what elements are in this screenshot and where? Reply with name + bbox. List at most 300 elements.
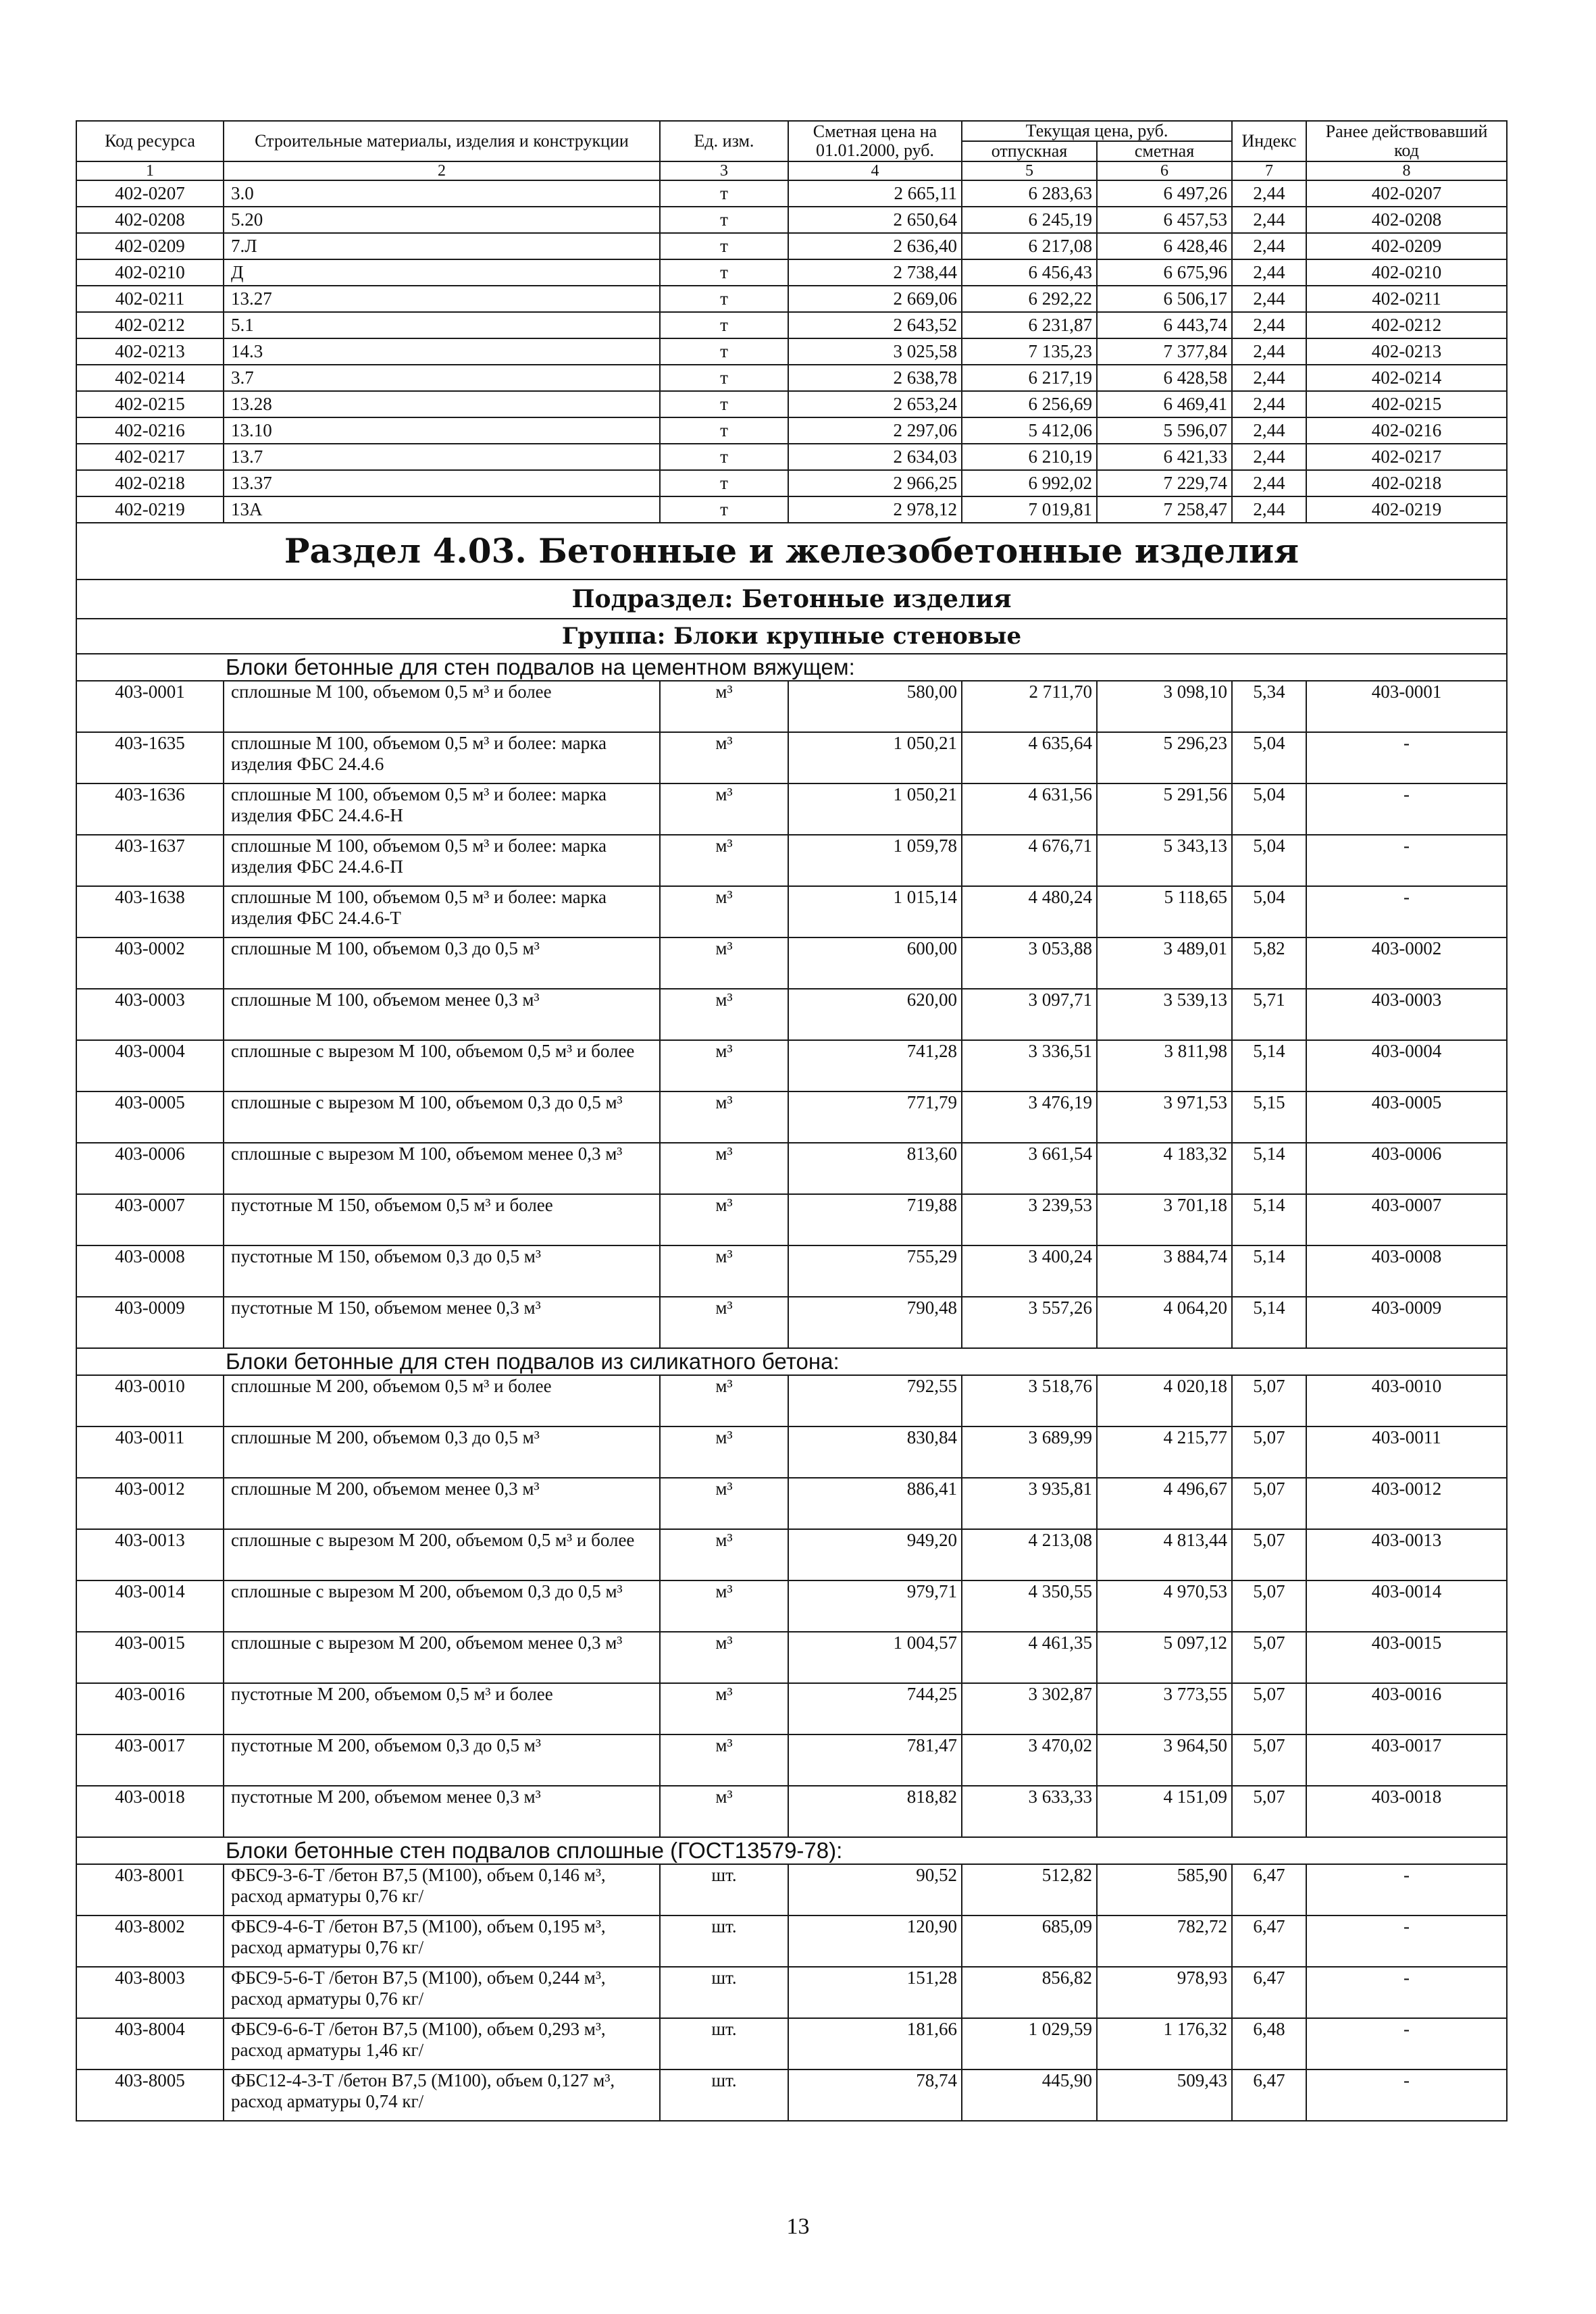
estimate-price: 6 428,46 (1097, 233, 1232, 259)
header-unit: Ед. изм. (660, 121, 788, 161)
unit: м³ (660, 937, 788, 989)
unit: т (660, 312, 788, 338)
category-title-row (76, 1837, 1507, 1864)
column-numbers (76, 161, 1507, 180)
previous-code: 403-0016 (1306, 1683, 1507, 1734)
material-name: сплошные М 100, объемом 0,5 м³ и более: марка изделия ФБС 24.4.6-Н (224, 783, 660, 835)
estimate-price: 5 118,65 (1097, 886, 1232, 937)
subsection-title: Подраздел: Бетонные изделия (76, 580, 1507, 619)
price-index: 5,07 (1232, 1632, 1306, 1683)
estimate-price: 6 506,17 (1097, 286, 1232, 312)
estimate-price: 3 773,55 (1097, 1683, 1232, 1734)
previous-code: - (1306, 886, 1507, 937)
base-price: 580,00 (788, 681, 962, 732)
estimate-price: 585,90 (1097, 1864, 1232, 1916)
base-price: 949,20 (788, 1529, 962, 1580)
material-name: пустотные М 200, объемом 0,3 до 0,5 м³ (224, 1734, 660, 1786)
table-row (76, 1683, 1507, 1734)
table-row (76, 417, 1507, 444)
material-name: 13.10 (224, 417, 660, 444)
resource-code: 403-8001 (76, 1864, 224, 1916)
wholesale-price: 5 412,06 (962, 417, 1097, 444)
price-index: 5,07 (1232, 1683, 1306, 1734)
estimate-price: 3 098,10 (1097, 681, 1232, 732)
table-row (76, 1529, 1507, 1580)
resource-code: 402-0212 (76, 312, 224, 338)
resource-code: 403-8005 (76, 2069, 224, 2121)
category-title: Блоки бетонные для стен подвалов на цементном вяжущем: (76, 654, 1507, 681)
resource-code: 403-8003 (76, 1967, 224, 2018)
base-price: 2 738,44 (788, 259, 962, 286)
column-number: 2 (224, 161, 660, 180)
wholesale-price: 6 292,22 (962, 286, 1097, 312)
previous-code: 402-0219 (1306, 496, 1507, 523)
wholesale-price: 6 210,19 (962, 444, 1097, 470)
material-name: сплошные с вырезом М 100, объемом 0,5 м³ и более (224, 1040, 660, 1091)
wholesale-price: 4 480,24 (962, 886, 1097, 937)
price-index: 2,44 (1232, 391, 1306, 417)
unit: т (660, 470, 788, 496)
section-title-row (76, 523, 1507, 580)
price-index: 2,44 (1232, 286, 1306, 312)
wholesale-price: 6 231,87 (962, 312, 1097, 338)
wholesale-price: 3 557,26 (962, 1297, 1097, 1348)
previous-code: 402-0214 (1306, 365, 1507, 391)
material-name: 5.20 (224, 207, 660, 233)
previous-code: 403-0015 (1306, 1632, 1507, 1683)
previous-code: 403-0003 (1306, 989, 1507, 1040)
resource-code: 403-0001 (76, 681, 224, 732)
previous-code: 403-0005 (1306, 1091, 1507, 1143)
material-name: сплошные с вырезом М 200, объемом 0,5 м³ и более (224, 1529, 660, 1580)
resource-code: 403-0012 (76, 1478, 224, 1529)
column-number: 7 (1232, 161, 1306, 180)
table-row (76, 1632, 1507, 1683)
unit: т (660, 338, 788, 365)
previous-code: - (1306, 1916, 1507, 1967)
material-name: сплошные с вырезом М 200, объемом 0,3 до 0,5 м³ (224, 1580, 660, 1632)
material-name: сплошные М 100, объемом 0,3 до 0,5 м³ (224, 937, 660, 989)
previous-code: 402-0212 (1306, 312, 1507, 338)
previous-code: - (1306, 783, 1507, 835)
unit: м³ (660, 835, 788, 886)
price-index: 2,44 (1232, 312, 1306, 338)
base-price: 1 059,78 (788, 835, 962, 886)
price-index: 6,47 (1232, 1864, 1306, 1916)
previous-code: 403-0001 (1306, 681, 1507, 732)
group-title-row (76, 619, 1507, 654)
estimate-price: 3 884,74 (1097, 1245, 1232, 1297)
resource-code: 402-0215 (76, 391, 224, 417)
price-index: 6,47 (1232, 1916, 1306, 1967)
material-name: 7.Л (224, 233, 660, 259)
price-index: 5,14 (1232, 1143, 1306, 1194)
base-price: 744,25 (788, 1683, 962, 1734)
price-table (76, 120, 1508, 2122)
estimate-price: 6 469,41 (1097, 391, 1232, 417)
wholesale-price: 3 470,02 (962, 1734, 1097, 1786)
estimate-price: 5 291,56 (1097, 783, 1232, 835)
material-name: пустотные М 150, объемом 0,3 до 0,5 м³ (224, 1245, 660, 1297)
base-price: 2 638,78 (788, 365, 962, 391)
wholesale-price: 3 239,53 (962, 1194, 1097, 1245)
unit: шт. (660, 2069, 788, 2121)
header-name: Строительные материалы, изделия и конструкции (224, 121, 660, 161)
base-price: 830,84 (788, 1426, 962, 1478)
table-row (76, 1091, 1507, 1143)
table-row (76, 1864, 1507, 1916)
previous-code: 402-0207 (1306, 180, 1507, 207)
base-price: 886,41 (788, 1478, 962, 1529)
price-index: 6,48 (1232, 2018, 1306, 2069)
unit: м³ (660, 1143, 788, 1194)
unit: т (660, 207, 788, 233)
wholesale-price: 2 711,70 (962, 681, 1097, 732)
unit: шт. (660, 1967, 788, 2018)
price-index: 5,07 (1232, 1734, 1306, 1786)
price-index: 5,07 (1232, 1375, 1306, 1426)
column-number: 4 (788, 161, 962, 180)
price-index: 2,44 (1232, 259, 1306, 286)
wholesale-price: 3 476,19 (962, 1091, 1097, 1143)
previous-code: 402-0215 (1306, 391, 1507, 417)
base-price: 719,88 (788, 1194, 962, 1245)
table-row (76, 470, 1507, 496)
previous-code: 403-0002 (1306, 937, 1507, 989)
previous-code: 402-0211 (1306, 286, 1507, 312)
page-number: 13 (786, 2214, 810, 2239)
material-name: ФБС9-6-6-Т /бетон В7,5 (М100), объем 0,293 м³, расход арматуры 1,46 кг/ (224, 2018, 660, 2069)
table-row (76, 2069, 1507, 2121)
table-row (76, 1143, 1507, 1194)
unit: т (660, 391, 788, 417)
estimate-price: 3 971,53 (1097, 1091, 1232, 1143)
unit: м³ (660, 1683, 788, 1734)
previous-code: 402-0216 (1306, 417, 1507, 444)
unit: м³ (660, 1478, 788, 1529)
estimate-price: 4 813,44 (1097, 1529, 1232, 1580)
unit: т (660, 365, 788, 391)
wholesale-price: 445,90 (962, 2069, 1097, 2121)
estimate-price: 5 596,07 (1097, 417, 1232, 444)
previous-code: 402-0217 (1306, 444, 1507, 470)
material-name: сплошные М 200, объемом 0,3 до 0,5 м³ (224, 1426, 660, 1478)
price-index: 5,04 (1232, 783, 1306, 835)
resource-code: 403-1637 (76, 835, 224, 886)
table-row (76, 989, 1507, 1040)
table-row (76, 1245, 1507, 1297)
estimate-price: 6 421,33 (1097, 444, 1232, 470)
material-name: 13.7 (224, 444, 660, 470)
header-current-price: Текущая цена, руб. (962, 121, 1232, 141)
previous-code: 403-0014 (1306, 1580, 1507, 1632)
unit: т (660, 259, 788, 286)
resource-code: 402-0219 (76, 496, 224, 523)
material-name: сплошные М 100, объемом 0,5 м³ и более: марка изделия ФБС 24.4.6 (224, 732, 660, 783)
resource-code: 403-1636 (76, 783, 224, 835)
estimate-price: 7 229,74 (1097, 470, 1232, 496)
table-row (76, 391, 1507, 417)
base-price: 2 636,40 (788, 233, 962, 259)
unit: шт. (660, 1864, 788, 1916)
price-index: 2,44 (1232, 233, 1306, 259)
table-row (76, 835, 1507, 886)
wholesale-price: 3 633,33 (962, 1786, 1097, 1837)
wholesale-price: 3 302,87 (962, 1683, 1097, 1734)
estimate-price: 6 428,58 (1097, 365, 1232, 391)
estimate-price: 5 296,23 (1097, 732, 1232, 783)
table-row (76, 180, 1507, 207)
previous-code: 403-0017 (1306, 1734, 1507, 1786)
price-index: 2,44 (1232, 365, 1306, 391)
base-price: 1 050,21 (788, 732, 962, 783)
base-price: 2 966,25 (788, 470, 962, 496)
estimate-price: 3 811,98 (1097, 1040, 1232, 1091)
wholesale-price: 6 456,43 (962, 259, 1097, 286)
resource-code: 403-0010 (76, 1375, 224, 1426)
estimate-price: 7 258,47 (1097, 496, 1232, 523)
column-number: 5 (962, 161, 1097, 180)
header-prev-code: Ранее действовавший код (1306, 121, 1507, 161)
base-price: 2 653,24 (788, 391, 962, 417)
unit: шт. (660, 2018, 788, 2069)
wholesale-price: 6 992,02 (962, 470, 1097, 496)
base-price: 78,74 (788, 2069, 962, 2121)
wholesale-price: 4 631,56 (962, 783, 1097, 835)
previous-code: - (1306, 1967, 1507, 2018)
unit: м³ (660, 1245, 788, 1297)
table-body (76, 180, 1507, 2121)
base-price: 790,48 (788, 1297, 962, 1348)
wholesale-price: 3 518,76 (962, 1375, 1097, 1426)
material-name: сплошные М 100, объемом 0,5 м³ и более: марка изделия ФБС 24.4.6-Т (224, 886, 660, 937)
base-price: 755,29 (788, 1245, 962, 1297)
price-index: 2,44 (1232, 496, 1306, 523)
material-name: 3.7 (224, 365, 660, 391)
column-number: 1 (76, 161, 224, 180)
price-index: 5,15 (1232, 1091, 1306, 1143)
price-index: 2,44 (1232, 207, 1306, 233)
resource-code: 403-0005 (76, 1091, 224, 1143)
wholesale-price: 4 676,71 (962, 835, 1097, 886)
unit: м³ (660, 681, 788, 732)
previous-code: - (1306, 2069, 1507, 2121)
material-name: 13.27 (224, 286, 660, 312)
price-index: 2,44 (1232, 444, 1306, 470)
estimate-price: 5 097,12 (1097, 1632, 1232, 1683)
table-row (76, 259, 1507, 286)
base-price: 151,28 (788, 1967, 962, 2018)
resource-code: 402-0211 (76, 286, 224, 312)
base-price: 2 669,06 (788, 286, 962, 312)
base-price: 181,66 (788, 2018, 962, 2069)
header-estimate: сметная (1097, 141, 1232, 161)
base-price: 2 643,52 (788, 312, 962, 338)
unit: м³ (660, 1580, 788, 1632)
price-index: 5,14 (1232, 1297, 1306, 1348)
price-index: 5,34 (1232, 681, 1306, 732)
table-row (76, 886, 1507, 937)
table-row (76, 1786, 1507, 1837)
unit: м³ (660, 783, 788, 835)
estimate-price: 4 970,53 (1097, 1580, 1232, 1632)
previous-code: 403-0008 (1306, 1245, 1507, 1297)
material-name: 13.37 (224, 470, 660, 496)
previous-code: 402-0209 (1306, 233, 1507, 259)
material-name: ФБС9-4-6-Т /бетон В7,5 (М100), объем 0,195 м³, расход арматуры 0,76 кг/ (224, 1916, 660, 1967)
table-row (76, 444, 1507, 470)
base-price: 771,79 (788, 1091, 962, 1143)
material-name: сплошные с вырезом М 200, объемом менее 0,3 м³ (224, 1632, 660, 1683)
header-estimate-price: Сметная цена на 01.01.2000, руб. (788, 121, 962, 161)
previous-code: 403-0004 (1306, 1040, 1507, 1091)
base-price: 2 634,03 (788, 444, 962, 470)
unit: т (660, 417, 788, 444)
table-row (76, 496, 1507, 523)
base-price: 792,55 (788, 1375, 962, 1426)
wholesale-price: 3 336,51 (962, 1040, 1097, 1091)
table-row (76, 338, 1507, 365)
unit: м³ (660, 1297, 788, 1348)
price-index: 2,44 (1232, 180, 1306, 207)
resource-code: 402-0210 (76, 259, 224, 286)
base-price: 1 015,14 (788, 886, 962, 937)
previous-code: 402-0218 (1306, 470, 1507, 496)
base-price: 781,47 (788, 1734, 962, 1786)
column-number: 3 (660, 161, 788, 180)
resource-code: 402-0216 (76, 417, 224, 444)
previous-code: 403-0011 (1306, 1426, 1507, 1478)
subsection-title-row (76, 580, 1507, 619)
wholesale-price: 685,09 (962, 1916, 1097, 1967)
table-row (76, 365, 1507, 391)
resource-code: 403-8002 (76, 1916, 224, 1967)
estimate-price: 509,43 (1097, 2069, 1232, 2121)
material-name: ФБС9-3-6-Т /бетон В7,5 (М100), объем 0,146 м³, расход арматуры 0,76 кг/ (224, 1864, 660, 1916)
table-row (76, 233, 1507, 259)
estimate-price: 4 183,32 (1097, 1143, 1232, 1194)
table-row (76, 1916, 1507, 1967)
table-row (76, 1375, 1507, 1426)
base-price: 2 665,11 (788, 180, 962, 207)
previous-code: 403-0007 (1306, 1194, 1507, 1245)
estimate-price: 4 496,67 (1097, 1478, 1232, 1529)
material-name: 5.1 (224, 312, 660, 338)
previous-code: - (1306, 2018, 1507, 2069)
table-row (76, 1580, 1507, 1632)
unit: т (660, 444, 788, 470)
price-index: 5,07 (1232, 1580, 1306, 1632)
wholesale-price: 4 461,35 (962, 1632, 1097, 1683)
section-title: Раздел 4.03. Бетонные и железобетонные изделия (76, 523, 1507, 580)
material-name: пустотные М 200, объемом 0,5 м³ и более (224, 1683, 660, 1734)
base-price: 620,00 (788, 989, 962, 1040)
estimate-price: 6 457,53 (1097, 207, 1232, 233)
previous-code: 402-0210 (1306, 259, 1507, 286)
table-row (76, 1478, 1507, 1529)
wholesale-price: 1 029,59 (962, 2018, 1097, 2069)
base-price: 818,82 (788, 1786, 962, 1837)
header-wholesale: отпускная (962, 141, 1097, 161)
material-name: сплошные М 200, объемом менее 0,3 м³ (224, 1478, 660, 1529)
resource-code: 403-0009 (76, 1297, 224, 1348)
material-name: ФБС12-4-3-Т /бетон В7,5 (М100), объем 0,127 м³, расход арматуры 0,74 кг/ (224, 2069, 660, 2121)
unit: м³ (660, 1426, 788, 1478)
previous-code: 403-0018 (1306, 1786, 1507, 1837)
base-price: 813,60 (788, 1143, 962, 1194)
previous-code: 403-0013 (1306, 1529, 1507, 1580)
table-row (76, 1194, 1507, 1245)
resource-code: 403-0003 (76, 989, 224, 1040)
price-index: 5,07 (1232, 1786, 1306, 1837)
resource-code: 403-1635 (76, 732, 224, 783)
unit: т (660, 286, 788, 312)
price-index: 5,04 (1232, 732, 1306, 783)
material-name: сплошные с вырезом М 100, объемом менее 0,3 м³ (224, 1143, 660, 1194)
estimate-price: 6 675,96 (1097, 259, 1232, 286)
unit: м³ (660, 1091, 788, 1143)
previous-code: - (1306, 1864, 1507, 1916)
price-index: 5,71 (1232, 989, 1306, 1040)
wholesale-price: 4 213,08 (962, 1529, 1097, 1580)
material-name: ФБС9-5-6-Т /бетон В7,5 (М100), объем 0,244 м³, расход арматуры 0,76 кг/ (224, 1967, 660, 2018)
category-title: Блоки бетонные стен подвалов сплошные (ГОСТ13579-78): (76, 1837, 1507, 1864)
estimate-price: 1 176,32 (1097, 2018, 1232, 2069)
table-row (76, 2018, 1507, 2069)
category-title-row (76, 1348, 1507, 1375)
table-row (76, 1967, 1507, 2018)
material-name: пустотные М 200, объемом менее 0,3 м³ (224, 1786, 660, 1837)
price-index: 5,07 (1232, 1426, 1306, 1478)
estimate-price: 6 443,74 (1097, 312, 1232, 338)
price-index: 2,44 (1232, 338, 1306, 365)
material-name: сплошные М 100, объемом менее 0,3 м³ (224, 989, 660, 1040)
unit: м³ (660, 1632, 788, 1683)
price-index: 5,04 (1232, 886, 1306, 937)
table-row (76, 783, 1507, 835)
material-name: Д (224, 259, 660, 286)
price-index: 5,14 (1232, 1040, 1306, 1091)
base-price: 3 025,58 (788, 338, 962, 365)
estimate-price: 4 020,18 (1097, 1375, 1232, 1426)
estimate-price: 3 539,13 (1097, 989, 1232, 1040)
table-row (76, 681, 1507, 732)
unit: т (660, 233, 788, 259)
estimate-price: 782,72 (1097, 1916, 1232, 1967)
unit: м³ (660, 732, 788, 783)
wholesale-price: 6 245,19 (962, 207, 1097, 233)
base-price: 2 297,06 (788, 417, 962, 444)
material-name: пустотные М 150, объемом 0,5 м³ и более (224, 1194, 660, 1245)
price-index: 6,47 (1232, 1967, 1306, 2018)
wholesale-price: 3 689,99 (962, 1426, 1097, 1478)
wholesale-price: 4 635,64 (962, 732, 1097, 783)
wholesale-price: 3 097,71 (962, 989, 1097, 1040)
table-row (76, 732, 1507, 783)
price-index: 5,07 (1232, 1478, 1306, 1529)
estimate-price: 5 343,13 (1097, 835, 1232, 886)
resource-code: 402-0213 (76, 338, 224, 365)
unit: м³ (660, 989, 788, 1040)
resource-code: 403-0015 (76, 1632, 224, 1683)
unit: м³ (660, 1786, 788, 1837)
base-price: 120,90 (788, 1916, 962, 1967)
unit: м³ (660, 1194, 788, 1245)
wholesale-price: 7 135,23 (962, 338, 1097, 365)
resource-code: 402-0209 (76, 233, 224, 259)
estimate-price: 6 497,26 (1097, 180, 1232, 207)
resource-code: 402-0207 (76, 180, 224, 207)
